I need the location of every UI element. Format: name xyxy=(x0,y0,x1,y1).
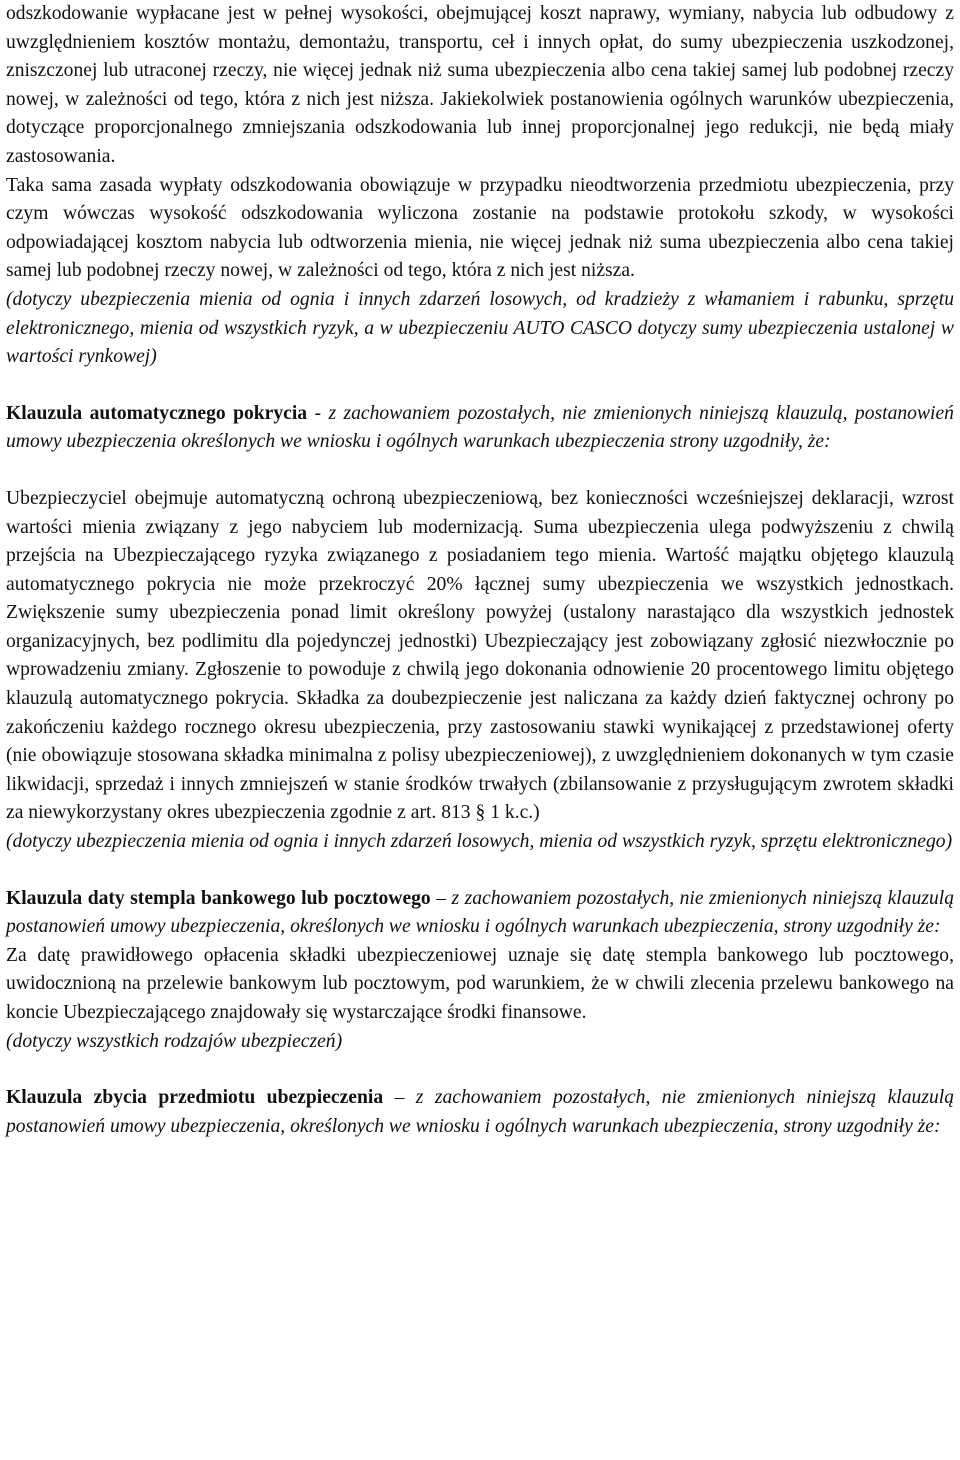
clause-auto-heading xyxy=(6,400,954,457)
clause-sale-title: Klauzula zbycia przedmiotu ubezpieczenia xyxy=(6,1087,384,1109)
clause-date-body: Za datę prawidłowego opłacenia składki ubezpieczeniowej uznaje się datę stempla bankowego lub pocztowego, uwidocznioną na przelewie bankowym lub pocztowym, pod warunkiem, że w chwili zlecenia przelewu bankowego na koncie Ubezpieczającego znajdowały się wystarczające środki finansowe. xyxy=(6,944,954,1023)
clause-date-separator: – xyxy=(430,887,452,909)
clause-automatic-coverage xyxy=(6,400,954,857)
intro-paragraph-2: Taka sama zasada wypłaty odszkodowania obowiązuje w przypadku nieodtworzenia przedmiotu ubezpieczenia, przy czym wówczas wysokość odszkodowania wyliczona zostanie na podstawie protokołu szkody, w wysokości odpowiadającej kosztom nabycia lub odtworzenia mienia, nie więcej jednak niż suma ubezpieczenia albo cena takiej samej lub podobnej rzeczy nowej, w zależności od tego, która z nich jest niższa. xyxy=(6,174,954,282)
clause-sale-heading xyxy=(6,1084,954,1141)
intro-paragraph-1: odszkodowanie wypłacane jest w pełnej wysokości, obejmującej koszt naprawy, wymiany, nabycia lub odbudowy z uwzględnieniem kosztów montażu, demontażu, transportu, ceł i innych opłat, do sumy ubezpieczenia uszkodzonej, zniszczonej lub utraconej rzeczy, nie więcej jednak niż suma ubezpieczenia albo cena takiej samej lub podobnej rzeczy nowej, w zależności od tego, która z nich jest niższa. Jakiekolwiek postanowienia ogólnych warunków ubezpieczenia, dotyczące proporcjonalnego zmniejszania odszkodowania lub innej proporcjonalnej jego redukcji, nie będą miały zastosowania. xyxy=(6,3,954,167)
clause-date-heading xyxy=(6,885,954,942)
clause-date-preamble: z zachowaniem pozostałych, nie zmienionych niniejszą klauzulą postanowień umowy ubezpieczenia, określonych we wniosku i ogólnych warunkach ubezpieczenia, strony uzgodniły że: xyxy=(6,887,954,938)
clause-auto-preamble: z zachowaniem pozostałych, nie zmienionych niniejszą klauzulą, postanowień umowy ubezpieczenia określonych we wniosku i ogólnych warunkach ubezpieczenia strony uzgodniły, że: xyxy=(6,402,954,453)
clause-stamp-date xyxy=(6,885,954,1057)
clause-date-title: Klauzula daty stempla bankowego lub pocztowego xyxy=(6,887,431,909)
section-gap xyxy=(6,372,954,400)
clause-sale-preamble: z zachowaniem pozostałych, nie zmienionych niniejszą klauzulą postanowień umowy ubezpieczenia, określonych we wniosku i ogólnych warunkach ubezpieczenia, strony uzgodniły że: xyxy=(6,1087,954,1137)
clause-auto-title: Klauzula automatycznego pokrycia xyxy=(6,402,308,424)
clause-sale-separator: – xyxy=(383,1087,416,1109)
clause-auto-separator: - xyxy=(307,402,329,424)
section-gap xyxy=(6,457,954,485)
section-gap xyxy=(6,857,954,885)
clause-sale-of-subject xyxy=(6,1084,954,1141)
clause-auto-body: Ubezpieczyciel obejmuje automatyczną ochroną ubezpieczeniową, bez konieczności wcześniejszej deklaracji, wzrost wartości mienia związany z jego nabyciem lub modernizacją. Suma ubezpieczenia ulega podwyższeniu z chwilą przejścia na Ubezpieczającego ryzyka związanego z posiadaniem tego mienia. Wartość majątku objętego klauzulą automatycznego pokrycia nie może przekroczyć 20% łącznej sumy ubezpieczenia we wszystkich jednostkach. Zwiększenie sumy ubezpieczenia ponad limit określony powyżej (ustalony narastająco dla wszystkich jednostek organizacyjnych, bez podlimitu dla pojedynczej jednostki) Ubezpieczający jest zobowiązany zgłosić niezwłocznie po wprowadzeniu zmiany. Zgłoszenie to powoduje z chwilą jego dokonania odnowienie 20 procentowego limitu objętego klauzulą automatycznego pokrycia. Składka za doubezpieczenie jest naliczana za każdy dzień faktycznej ochrony po zakończeniu każdego rocznego okresu ubezpieczenia, przy zastosowaniu stawki wynikającej z przedstawionej oferty (nie obowiązuje stosowana składka minimalna z polisy ubezpieczeniowej), z uwzględnieniem dokonanych w tym czasie likwidacji, sprzedaż i innych zmniejszeń w stanie środków trwałych (zbilansowanie z przysługującym zwrotem składki za niewykorzystany okres ubezpieczenia zgodnie z art. 813 § 1 k.c.) xyxy=(6,487,954,824)
clause-auto-note: (dotyczy ubezpieczenia mienia od ognia i innych zdarzeń losowych, mienia od wszystkich ryzyk, sprzętu elektronicznego) xyxy=(6,831,953,853)
section-gap xyxy=(6,1056,954,1084)
clause-date-note: (dotyczy wszystkich rodzajów ubezpieczeń) xyxy=(6,1030,343,1052)
intro-applicability-note: (dotyczy ubezpieczenia mienia od ognia i innych zdarzeń losowych, od kradzieży z włamaniem i rabunku, sprzętu elektronicznego, mienia od wszystkich ryzyk, a w ubezpieczeniu AUTO CASCO dotyczy sumy ubezpieczenia ustalonej w wartości rynkowej) xyxy=(6,288,954,368)
